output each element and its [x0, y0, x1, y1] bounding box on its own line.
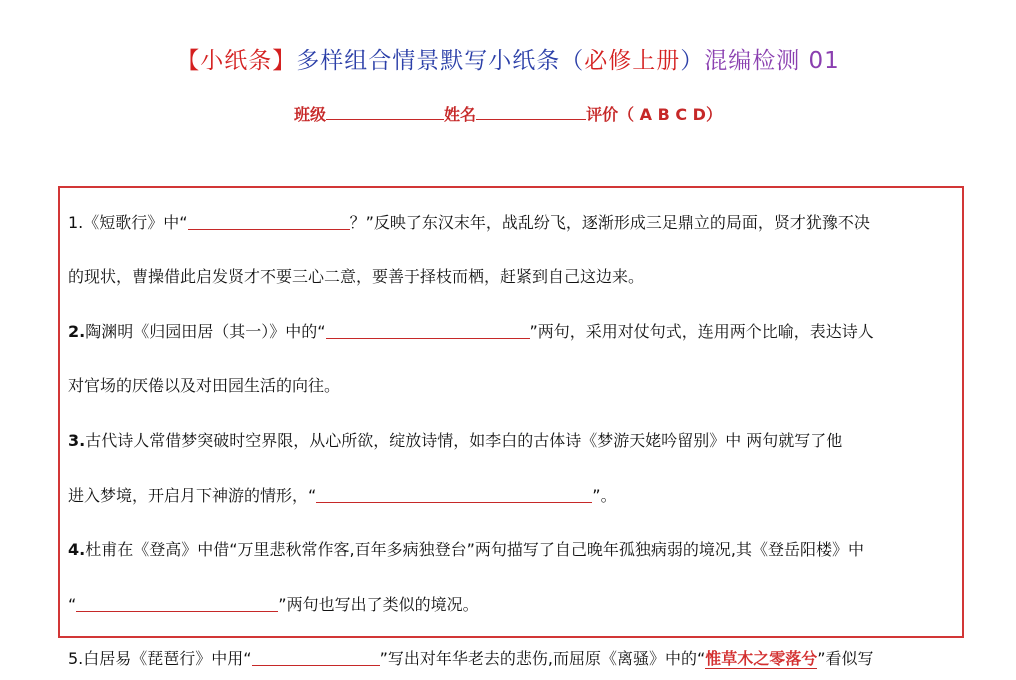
q2-text-pre: 陶渊明《归园田居（其一）》中的“ [85, 322, 326, 341]
q3-text-post: ”。 [592, 486, 617, 505]
class-label: 班级 [294, 105, 327, 124]
q1-number: 1. [68, 213, 84, 232]
title-main: 多样组合情景默写小纸条（ [296, 48, 585, 74]
q2-blank[interactable] [326, 322, 530, 339]
q5-number: 5. [68, 649, 84, 668]
q1-blank[interactable] [188, 213, 350, 230]
q4-text-post: ”两句也写出了类似的境况。 [278, 595, 479, 614]
title-paren: ） [680, 48, 705, 74]
q2-line1 [68, 321, 874, 343]
q5-line1 [68, 648, 874, 670]
questions-frame [58, 186, 964, 638]
q5-text-pre: 白居易《琵琶行》中用“ [83, 649, 252, 668]
name-label: 姓名 [444, 105, 477, 124]
q1-text-pre: 《短歌行》中“ [83, 213, 188, 232]
q2-line2: 对官场的厌倦以及对田园生活的向往。 [68, 376, 341, 395]
q4-line2 [68, 594, 479, 616]
title-test: 混编检测 01 [704, 48, 840, 74]
q1-line2: 的现状，曹操借此启发贤才不要三心二意，要善于择枝而栖，赶紧到自己这边来。 [68, 267, 645, 286]
name-field[interactable] [476, 105, 586, 120]
q2-number: 2. [68, 322, 86, 341]
student-info-row [0, 102, 1016, 125]
q4-number: 4. [68, 540, 86, 559]
q4-text-pre: “ [68, 595, 77, 614]
q4-line1 [68, 539, 864, 561]
q1-line1 [68, 212, 870, 234]
q3-line1 [68, 430, 842, 452]
q3-text: 古代诗人常借梦突破时空界限，从心所欲，绽放诗情，如李白的古体诗《梦游天姥吟留别》中 两句就写了他 [85, 431, 843, 450]
title-book: 必修上册 [584, 48, 681, 74]
q4-blank[interactable] [76, 595, 278, 612]
q3-line2 [68, 485, 617, 507]
q5-answer: 惟草木之零落兮 [705, 649, 818, 668]
q3-text-pre: 进入梦境，开启月下神游的情形，“ [68, 486, 317, 505]
q2-text-post: ”两句，采用对仗句式，连用两个比喻，表达诗人 [529, 322, 874, 341]
page-title [0, 42, 1016, 75]
grade-label: 评价（ A B C D） [586, 105, 722, 124]
q3-blank[interactable] [316, 486, 592, 503]
q1-text-post: ？”反映了东汉末年，战乱纷飞，逐渐形成三足鼎立的局面，贤才犹豫不决 [349, 213, 870, 232]
q3-number: 3. [68, 431, 86, 450]
q4-text: 杜甫在《登高》中借“万里悲秋常作客,百年多病独登台”两句描写了自己晚年孤独病弱的境况,其《登岳阳楼》中 [85, 540, 864, 559]
q5-text-mid: ”写出对年华老去的悲伤,而屈原《离骚》中的“ [379, 649, 706, 668]
title-tag: 【小纸条】 [176, 48, 297, 74]
q5-blank[interactable] [252, 649, 380, 666]
class-field[interactable] [326, 105, 444, 120]
q5-text-post: ”看似写 [817, 649, 874, 668]
